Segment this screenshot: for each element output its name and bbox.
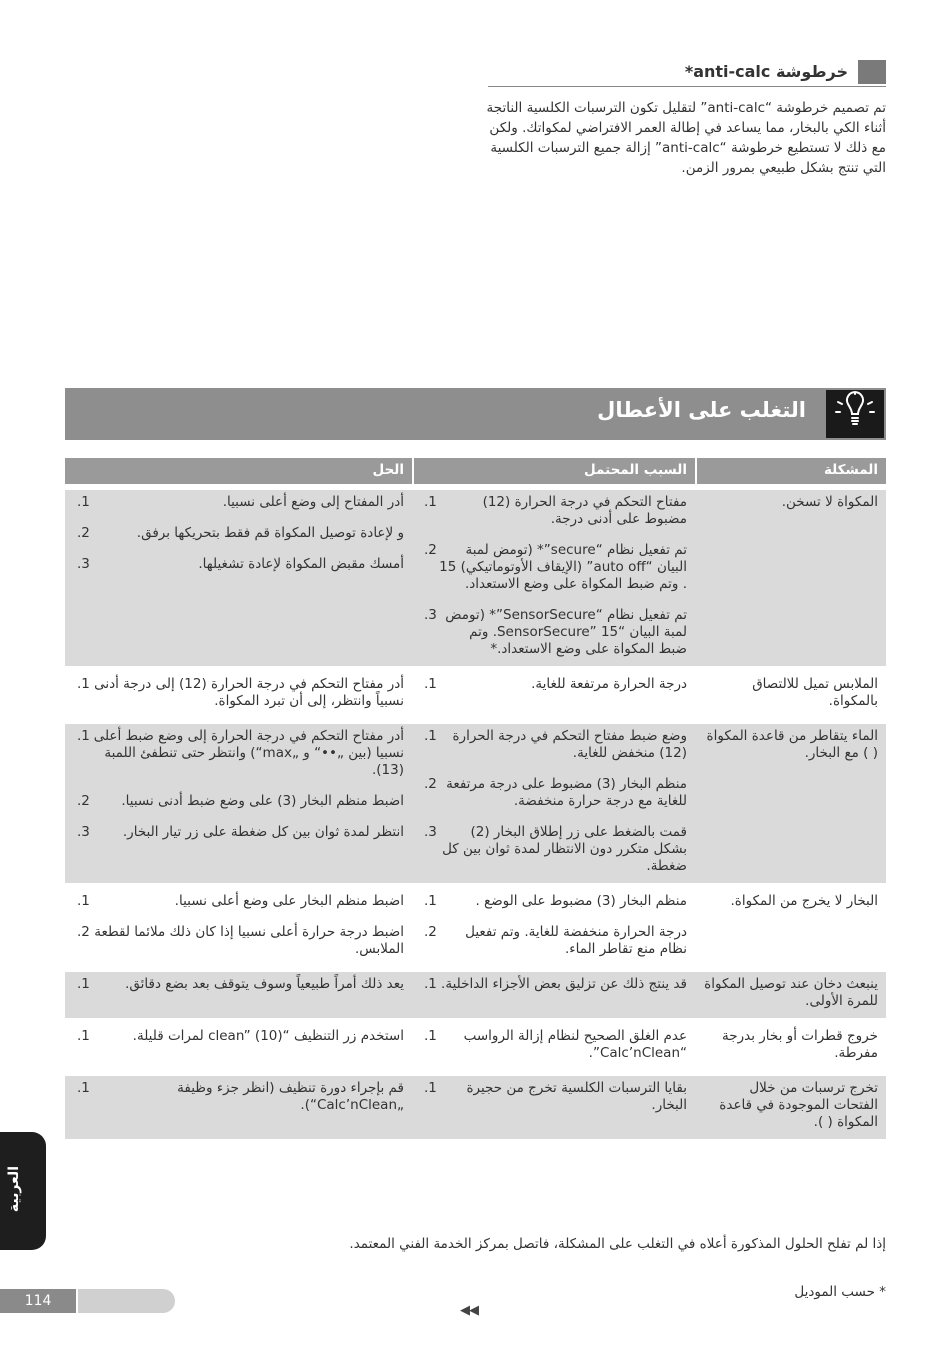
section-marker [858,60,886,84]
item-spacer [73,779,404,793]
page-number: 114 [0,1289,76,1313]
list-item [73,1080,404,1114]
table-row [65,889,886,966]
cause-cell [412,1076,695,1139]
cause-cell [412,490,695,666]
item-number: 2. [77,793,90,809]
problem-cell: البخار لا يخرج من المكواة. [730,893,878,909]
problem-cell: ينبعث دخان عند توصيل المكواة للمرة الأولى. [704,976,878,1009]
problem-cell: الماء يتقاطر من قاعدة المكواة ( ) مع البخار. [706,728,878,761]
cause-cell [412,672,695,718]
list-item [73,824,404,841]
item-number: 1. [424,494,437,510]
item-number: 1. [77,676,90,692]
list-item [420,728,687,762]
solution-cell [65,1024,412,1070]
item-spacer [73,810,404,824]
item-text: عدم الغلق الصحيح لنظام إزالة الرواسب “Calc’nClean”. [463,1028,687,1061]
troubleshooting-table [65,458,886,1139]
troubleshooting-banner [65,388,886,440]
list-item [73,1028,404,1045]
item-text: منظم البخار (3) مضبوط على درجة مرتفعة للغاية مع درجة حرارة منخفضة. [446,776,687,809]
item-text: انتظر لمدة ثوان بين كل ضغطة على زر تيار البخار. [122,824,404,840]
item-number: 2. [424,924,437,940]
table-row [65,490,886,666]
item-text: اضبط درجة حرارة أعلى نسبيا إذا كان ذلك ملائما لقطعة الملابس. [94,924,404,957]
item-number: 1. [77,494,90,510]
item-spacer [420,910,687,924]
item-text: استخدم زر التنظيف “clean” (10) لمرات قليلة. [132,1028,404,1044]
list-item [420,676,687,693]
list-item [73,893,404,910]
item-text: قد ينتج ذلك عن تزليق بعض الأجزاء الداخلية. [441,976,687,992]
section-title: خرطوشة anti-calc* [684,62,848,81]
item-number: 2. [424,542,437,558]
table-row [65,724,886,883]
item-number: 1. [77,893,90,909]
problem-cell: الملابس تميل للالتصاق بالمكواة. [752,676,878,709]
item-text: أدر مفتاح التحكم في درجة الحرارة إلى وضع ضبط أعلى نسبيا (بين „••“ و „max“) وانتظر حتى تنطفئ اللمبة (13). [93,728,404,778]
item-number: 1. [424,976,437,992]
item-number: 3. [424,824,437,840]
item-number: 1. [424,676,437,692]
item-text: قم بإجراء دورة تنظيف (انظر جزء وظيفة „Calc’nClean“). [177,1080,404,1113]
item-number: 1. [424,893,437,909]
list-item [420,542,687,593]
header-problem: المشكلة [695,458,886,484]
list-item [420,776,687,810]
language-tab [0,1132,46,1250]
page-bar-fill [78,1289,175,1313]
header-solution: الحل [65,458,412,484]
item-text: يعد ذلك أمراً طبيعياً وسوف يتوقف بعد بضع دقائق. [125,976,404,992]
item-number: 1. [424,728,437,744]
item-number: 2. [424,776,437,792]
section-body: تم تصميم خرطوشة “anti-calc” لتقليل تكون الترسبات الكلسية الناتجة أثناء الكي بالبخار، مما يساعد في إطالة العمر الافتراضي لمكواتك. ولكن مع ذلك لا تستطيع خرطوشة “anti-calc” إزالة جميع الترسبات الكلسية التي تنتج بشكل طبيعي بمرور الزمن. [486,100,886,176]
list-item [420,1080,687,1114]
problem-cell: تخرج ترسبات من خلال الفتحات الموجودة في قاعدة المكواة ( ). [719,1080,878,1130]
list-item [420,976,687,993]
item-spacer [420,810,687,824]
item-number: 1. [424,1080,437,1096]
list-item [420,924,687,958]
item-text: وضع ضبط مفتاح التحكم في درجة الحرارة (12) منخفض للغاية. [452,728,687,761]
lightbulb-icon [826,390,884,438]
cause-cell [412,889,695,966]
banner-title: التغلب على الأعطال [597,398,806,422]
item-number: 2. [77,525,90,541]
solution-cell [65,672,412,718]
item-number: 1. [77,976,90,992]
table-body [65,490,886,1139]
item-text: قمت بالضغط على زر إطلاق البخار (2) بشكل متكرر دون الانتظار لمدة ثوان بين كل ضغطة. [442,824,687,874]
solution-cell [65,1076,412,1139]
item-number: 2. [77,924,90,940]
list-item [73,728,404,779]
table-row [65,1024,886,1070]
model-note: * حسب الموديل [794,1284,886,1300]
table-row [65,1076,886,1139]
item-text: منظم البخار (3) مضبوط على الوضع . [475,893,687,909]
item-text: أدر مفتاح التحكم في درجة الحرارة (12) إلى درجة أدنى نسبياً وانتظر، إلى أن تبرد المكواة. [94,676,404,709]
list-item [420,494,687,528]
list-item [420,893,687,910]
item-text: أمسك مقبض المكواة لإعادة تشغيلها. [198,556,404,572]
item-text: أدر المفتاح إلى وضع أعلى نسبيا. [222,494,404,510]
problem-cell: خروج قطرات أو بخار بدرجة مفرطة. [722,1028,878,1061]
item-spacer [420,528,687,542]
list-item [73,556,404,573]
item-text: تم تفعيل نظام “secure”* (تومض لمبة البيان “auto off” (الإيقاف الأوتوماتيكي) 15 . وتم ضبط المكواة على وضع الاستعداد. [439,542,687,592]
service-note: إذا لم تفلح الحلول المذكورة أعلاه في التغلب على المشكلة، فاتصل بمركز الخدمة الفني المعتمد. [349,1236,886,1252]
item-number: 1. [77,1080,90,1096]
solution-cell [65,490,412,666]
item-number: 1. [424,1028,437,1044]
list-item [73,924,404,958]
section-heading [488,60,886,87]
solution-cell [65,724,412,883]
list-item [420,1028,687,1062]
item-number: 3. [77,824,90,840]
list-item [420,824,687,875]
item-spacer [73,511,404,525]
cause-cell [412,724,695,883]
item-text: تم تفعيل نظام “SensorSecure”* (تومض لمبة البيان “SensorSecure” 15. وتم ضبط المكواة على وضع الاستعداد.* [445,607,687,657]
item-spacer [73,910,404,924]
item-text: اضبط منظم البخار على وضع أعلى نسبيا. [174,893,404,909]
item-spacer [73,542,404,556]
cause-cell [412,1024,695,1070]
language-label: العربية [6,1166,22,1213]
item-text: درجة الحرارة مرتفعة للغاية. [531,676,687,692]
solution-cell [65,889,412,966]
list-item [73,676,404,710]
item-text: و لإعادة توصيل المكواة قم فقط بتحريكها برفق. [136,525,404,541]
list-item [73,525,404,542]
item-number: 1. [77,728,90,744]
problem-cell: المكواة لا تسخن. [781,494,878,510]
list-item [73,494,404,511]
list-item [73,793,404,810]
double-arrow-left-icon: ◀◀ [460,1303,478,1318]
item-text: بقايا الترسبات الكلسية تخرج من حجيرة البخار. [466,1080,687,1113]
page-number-bar [0,1289,175,1313]
item-number: 1. [77,1028,90,1044]
item-text: مفتاح التحكم في درجة الحرارة (12) مضبوط على أدنى درجة. [482,494,687,527]
item-spacer [420,593,687,607]
header-cause: السبب المحتمل [412,458,695,484]
item-text: اضبط منظم البخار (3) على وضع ضبط أدنى نسبيا. [121,793,404,809]
item-number: 3. [77,556,90,572]
item-spacer [420,762,687,776]
list-item [73,976,404,993]
list-item [420,607,687,658]
solution-cell [65,972,412,1018]
cause-cell [412,972,695,1018]
table-row [65,672,886,718]
table-row [65,972,886,1018]
item-number: 3. [424,607,437,623]
item-text: درجة الحرارة منخفضة للغاية. وتم تفعيل نظام منع تقاطر الماء. [465,924,687,957]
table-header [65,458,886,484]
